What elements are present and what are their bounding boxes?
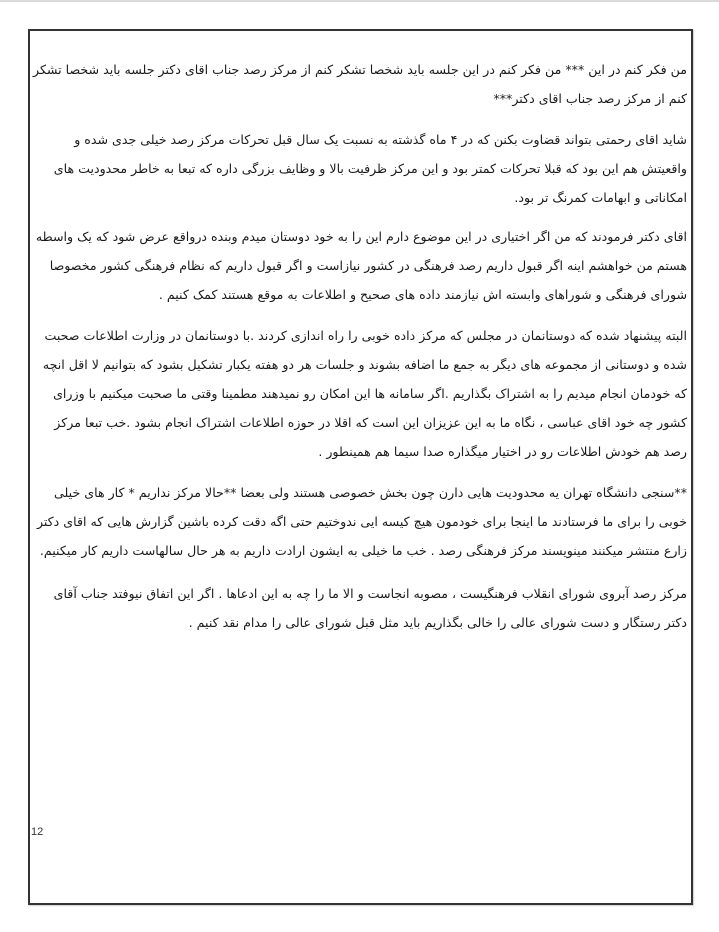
paragraph-thanks: من فکر کنم در این *** من فکر کنم در این جلسه باید شخصا تشکر کنم از مرکز رصد جناب اقای دکتر جلسه باید شخصا تشکر کنم از مرکز رصد جناب اقای دکتر***	[33, 62, 687, 106]
paragraph-data-sharing: البته پیشنهاد شده که دوستانمان در مجلس که مرکز داده خوبی را راه اندازی کردند .با دوستانمان در وزارت اطلاعات صحبت شده و دوستانی از مجموعه های دیگر به جمع ما اضافه بشوند و جلسات هر دو هفته یکبار تشکیل بشود که بتوانیم لا اقل انچه که خودمان انجام میدیم را به اشتراک بگذاریم .اگر سامانه ها این امکان رو نمیدهند مطمینا وقتی ما صحبت میکنیم با وزرای کشور چه خود اقای عباسی ، نگاه ما به این عزیزان این است که اقلا در حوزه اطلاعات اشتراک انجام بشود .خب تبعا مرکز رصد هم خودش اطلاعات رو در اختیار میگذاره صدا سیما هم همینطور .	[42, 328, 687, 459]
paragraph-university-survey: **سنجی دانشگاه تهران یه محدودیت هایی دارن چون بخش خصوصی هستند ولی بعضا **حالا مرکز نداریم * کار های خیلی خوبی را برای ما فرستادند ما اینجا برای خودمون هیچ کیسه ایی ندوختیم حتی اگه دقت کرده باشین گزارش هایی که اقای دکتر زارع منتشر میکنند مینویسند مرکز فرهنگی رصد . خب ما خیلی به ایشون ارادت داریم به هر حال سالهاست داریم کار میکنیم.	[36, 485, 687, 558]
viewer-top-edge	[0, 0, 719, 2]
page-text-body	[32, 55, 687, 649]
paragraph-cultural-monitoring: اقای دکتر فرمودند که من اگر اختیاری در این موضوع دارم این را به خود دوستان میدم وبنده درواقع عرض شود که یک واسطه هستم من خواهشم اینه اگر قبول داریم رصد فرهنگی در کشور نیازاست و اگر قبول داریم که نظام فرهنگی کشور مخصوصا شورای فرهنگی و شوراهای وابسته اش نیازمند داده های صحیح و اطلاعات به موقع هستند کمک کنیم .	[35, 229, 687, 302]
page-number: 12	[31, 826, 44, 838]
paragraph-center-activity: شاید اقای رحمتی بتواند قضاوت بکنن که در ۴ ماه گذشته به نسبت یک سال قبل تحرکات مرکز رصد خیلی جدی شده و واقعیتش هم این بود که قبلا تحرکات کمتر بود و این مرکز ظرفیت بالا و وظایف بزرگی داره که تبعا به خاطر محدودیت های امکاناتی و ابهامات کمرنگ تر بود.	[53, 132, 687, 205]
paragraph-council-reputation: مرکز رصد آبروی شورای انقلاب فرهنگیست ، مصوبه انجاست و الا ما را چه به این ادعاها . اگر این اتفاق نیوفتد جناب آقای دکتر رستگار و دست شورای عالی را خالی بگذاریم باید مثل قبل شورای عالی را مدام نقد کنیم .	[53, 586, 687, 630]
